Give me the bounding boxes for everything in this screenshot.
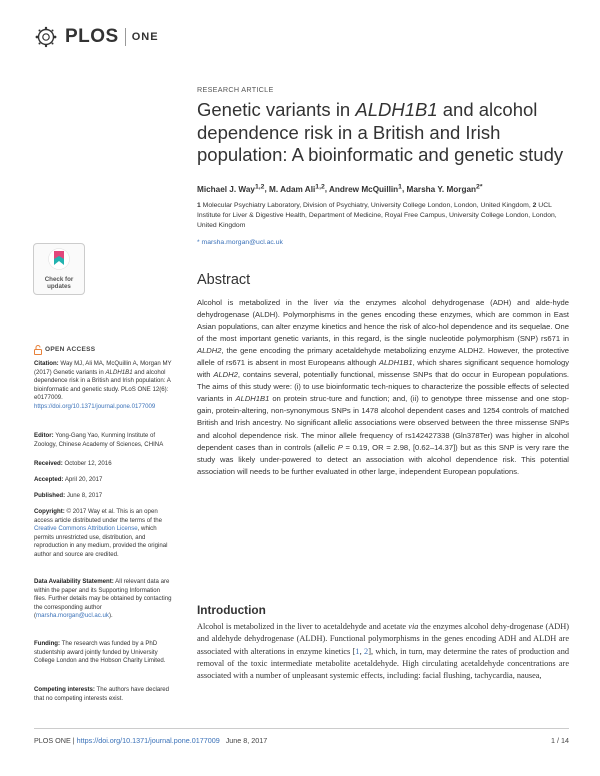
journal-name: PLOS bbox=[65, 26, 119, 47]
article-title bbox=[197, 99, 569, 167]
logo-divider bbox=[125, 28, 126, 46]
accepted-date: Accepted: April 20, 2017 bbox=[34, 476, 103, 483]
citation-doi-link[interactable]: https://doi.org/10.1371/journal.pone.0177009 bbox=[34, 402, 156, 410]
data-email-link[interactable]: marsha.morgan@ucl.ac.uk bbox=[36, 612, 109, 620]
received-date: Received: October 12, 2016 bbox=[34, 460, 112, 467]
cc-license-link[interactable]: Creative Commons Attribution License bbox=[34, 525, 138, 533]
journal-logo[interactable] bbox=[34, 26, 159, 48]
citation-block: Citation: Way MJ, Ali MA, McQuillin A, Morgan MY (2017) Genetic variants in ALDH1B1 and alcohol dependence risk in a British and Irish population: A bioinformatic and genetic study. PLoS ONE 12(6): e0177009. https://doi.org/10.1371/journal.pone.0177009 bbox=[34, 360, 172, 410]
introduction-heading: Introduction bbox=[197, 603, 266, 617]
plos-bubbles-icon bbox=[34, 26, 60, 48]
author-list: Michael J. Way$^{1,2}$, M. Adam Ali$^{1,2}$, Andrew McQuillin$^1$, Marsha Y. Morgan$^{2*}$ bbox=[197, 183, 483, 194]
page-number: 1 / 14 bbox=[551, 736, 569, 745]
affiliations: 1 Molecular Psychiatry Laboratory, Division of Psychiatry, University College London, London, United Kingdom, 2 UCL Institute for Liver & Digestive Health, Department of Medicine, Royal Free Campus, University College London, London, United Kingdom bbox=[197, 202, 557, 229]
editor-block: Editor: Yong-Gang Yao, Kunming Institute of Zoology, Chinese Academy of Sciences, CHINA bbox=[34, 432, 164, 448]
page-footer: PLOS ONE | https://doi.org/10.1371/journal.pone.0177009 June 8, 2017 bbox=[34, 736, 268, 745]
article-type-label: RESEARCH ARTICLE bbox=[197, 85, 274, 94]
abstract-heading: Abstract bbox=[197, 272, 251, 288]
author[interactable]: Marsha Y. Morgan$^{2*}$ bbox=[406, 183, 483, 194]
author[interactable]: Michael J. Way$^{1,2}$ bbox=[197, 183, 265, 194]
corresponding-email[interactable]: * marsha.morgan@ucl.ac.uk bbox=[197, 239, 283, 246]
open-lock-icon bbox=[34, 345, 42, 355]
bookmark-icon bbox=[48, 248, 70, 270]
reference-link[interactable]: 2 bbox=[364, 646, 369, 656]
title-text: Genetic variants in bbox=[197, 99, 356, 120]
introduction-text: Alcohol is metabolized in the liver to acetaldehyde and acetate via the enzymes alcohol dehy-drogenase (ADH) and aldehyde dehydrogenase (ALDH). Functional polymorphisms in the genes encoding ADH and ALDH are associated with alterations in enzyme kinetics [1, 2], which, in turn, may determine the rates of production and removal of the toxic intermediate metabolite acetaldehyde. High circulating acetaldehyde concentrations are associated with a number of unpleasant systemic effects, including: facial flushing, tachycardia, nausea, bbox=[197, 622, 570, 681]
open-access-badge: OPEN ACCESS bbox=[34, 345, 174, 355]
copyright-block: Copyright: © 2017 Way et al. This is an open access article distributed under the terms of the Creative Commons Attribution License, which permits unrestricted use, distribution, and reproduction in any medium, provided the original author and source are credited. bbox=[34, 508, 168, 558]
reference-link[interactable]: 1 bbox=[355, 646, 360, 656]
author[interactable]: Andrew McQuillin$^1$ bbox=[329, 183, 402, 194]
competing-interests-block: Competing interests: The authors have declared that no competing interests exist. bbox=[34, 686, 170, 702]
abstract-text: Alcohol is metabolized in the liver via the enzymes alcohol dehydrogenase (ADH) and alde-hyde dehydrogenase (ALDH). Polymorphisms in the genes encoding these enzymes, which are common in East Asian populations, can alter enzyme kinetics and hence the risk of alco-hol dependence and its sequelae. One of the most important genetic variants, in this regard, is the single nucleotide polymorphism (SNP) rs671 in ALDH2, the gene encoding the primary acetaldehyde metabolizing enzyme ALDH2. However, the protective allele of rs671 is absent in most Europeans although ALDH1B1, which shares significant sequence homology with ALDH2, contains several, potentially functional, missense SNPs that do occur in European populations. The aims of this study were: (i) to use bioinformatic tech-niques to characterize the possible effects of selected variants in ALDH1B1 on protein struc-ture and function; and, (ii) to genotype three missense and one stop-gain, protein-altering, non-synonymous SNPs in 1478 alcohol dependent cases and 1254 controls of matched British and Irish ancestry. No significant allelic associations were observed between the three missense SNPs and alcohol dependence risk. The minor allele frequency of rs142427338 (Gln378Ter) was higher in alcohol dependent cases than in controls (allelic P = 0.19, OR = 2.98, [0.62–14.37]) but as this SNP is very rare the study was likely under-powered to detect an association with alcohol dependence risk. This potential association will needs to be further evaluated in other large, independent European populations. bbox=[197, 298, 569, 476]
check-updates-line1: Check for bbox=[44, 276, 74, 283]
funding-block: Funding: The research was funded by a PhD studentship award jointly funded by University College London and the Hobson Charity Limited. bbox=[34, 640, 166, 665]
footer-doi-link[interactable]: https://doi.org/10.1371/journal.pone.0177009 bbox=[76, 736, 220, 745]
published-date: Published: June 8, 2017 bbox=[34, 492, 103, 499]
data-availability-block: Data Availability Statement: All relevant data are within the paper and its Supporting Information files. Further details may be obtained by contacting the corresponding author (marsha.morgan@ucl.ac.uk). bbox=[34, 578, 172, 620]
title-text-end: and alcohol dependence risk in a British and Irish population: A bioinformatic and genetic study bbox=[197, 99, 564, 165]
check-for-updates-badge[interactable] bbox=[33, 243, 85, 295]
title-gene: ALDH1B1 bbox=[355, 99, 438, 120]
journal-subname: ONE bbox=[131, 31, 159, 43]
check-updates-line2: updates bbox=[47, 283, 71, 290]
footer-rule bbox=[34, 728, 569, 729]
author[interactable]: M. Adam Ali$^{1,2}$ bbox=[269, 183, 325, 194]
